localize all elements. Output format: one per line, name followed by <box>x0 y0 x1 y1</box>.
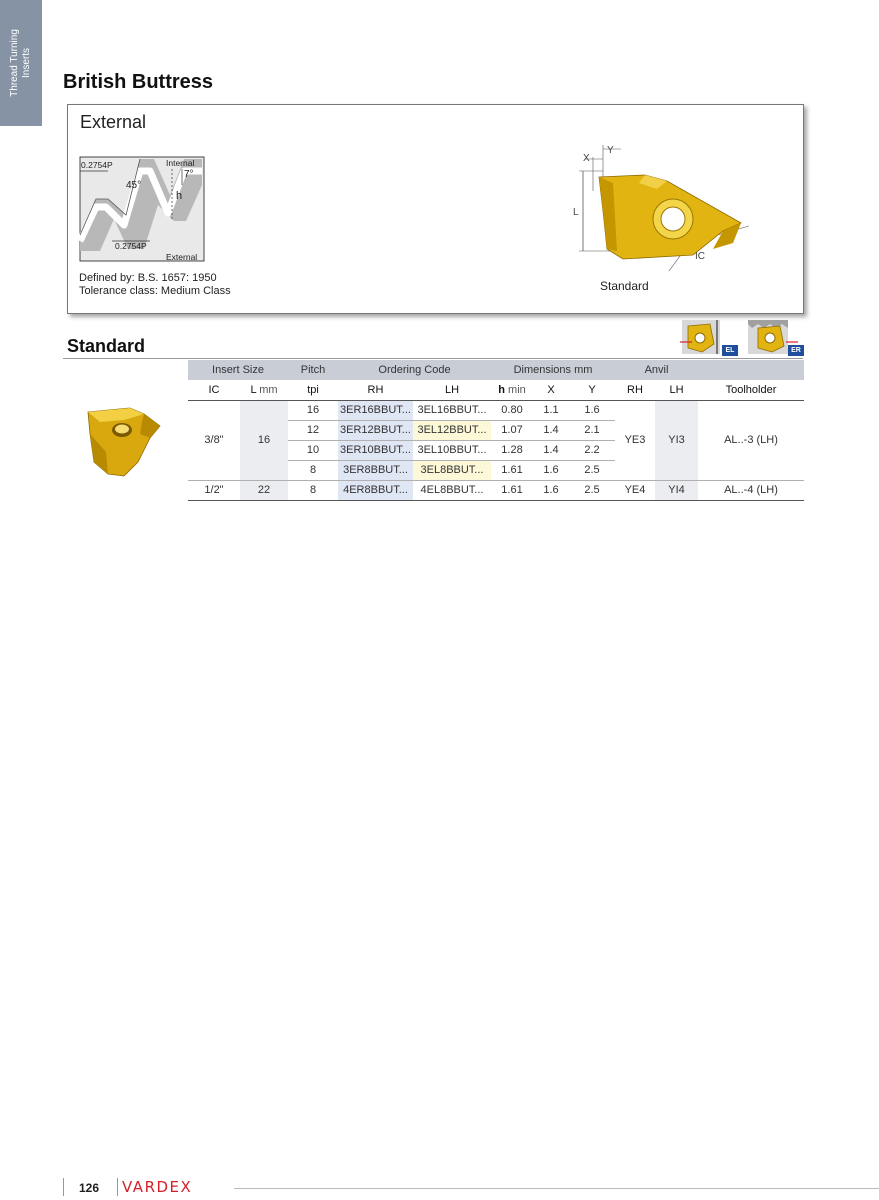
side-tab-label: Thread Turning Inserts <box>9 29 32 97</box>
cell-y: 1.6 <box>569 400 615 420</box>
col-anvil-rh: RH <box>615 380 655 400</box>
cell-y: 2.5 <box>569 480 615 500</box>
profile-angle-45-label: 45° <box>126 180 142 191</box>
table-row <box>188 400 804 420</box>
cell-rh-code: 3ER16BBUT... <box>338 400 413 420</box>
cell-x: 1.4 <box>533 440 569 460</box>
cell-h-min: 1.61 <box>491 460 533 480</box>
col-toolholder: Toolholder <box>698 380 804 400</box>
col-h-min: h min <box>491 380 533 400</box>
defined-by-text: Defined by: B.S. 1657: 1950 <box>79 272 217 284</box>
footer-divider <box>63 1178 64 1196</box>
cell-lh-code: 4EL8BBUT... <box>413 480 491 500</box>
external-panel-title: External <box>80 112 147 132</box>
col-lh: LH <box>413 380 491 400</box>
footer-divider <box>117 1178 118 1196</box>
cell-rh-code: 3ER12BBUT... <box>338 420 413 440</box>
er-holder-icon <box>746 320 804 356</box>
cell-y: 2.2 <box>569 440 615 460</box>
group-header-anvil: Anvil <box>615 360 698 380</box>
cell-x: 1.6 <box>533 480 569 500</box>
cell-lh-code: 3EL8BBUT... <box>413 460 491 480</box>
col-anvil-lh: LH <box>655 380 698 400</box>
insert-photo <box>84 404 164 480</box>
cell-tpi: 8 <box>288 460 338 480</box>
cell-y: 2.1 <box>569 420 615 440</box>
insert-ic-label: IC <box>695 251 705 262</box>
cell-h-min: 0.80 <box>491 400 533 420</box>
insert-dimension-diagram <box>573 131 763 271</box>
cell-rh-code: 3ER10BBUT... <box>338 440 413 460</box>
cell-h-min: 1.61 <box>491 480 533 500</box>
el-badge: EL <box>722 345 738 356</box>
cell-rh-code: 3ER8BBUT... <box>338 460 413 480</box>
column-header-row <box>188 380 804 400</box>
insert-y-label: Y <box>607 145 614 156</box>
profile-top-pitch-label: 0.2754P <box>81 160 113 170</box>
col-y: Y <box>569 380 615 400</box>
cell-anvil-lh: YI3 <box>655 400 698 480</box>
cell-rh-code: 4ER8BBUT... <box>338 480 413 500</box>
group-header-dimensions: Dimensions mm <box>491 360 615 380</box>
page-title: British Buttress <box>63 71 214 93</box>
cell-h-min: 1.07 <box>491 420 533 440</box>
el-holder-icon <box>680 320 738 356</box>
section-divider <box>63 358 803 359</box>
cell-h-min: 1.28 <box>491 440 533 460</box>
cell-lh-code: 3EL10BBUT... <box>413 440 491 460</box>
tolerance-text: Tolerance class: Medium Class <box>79 285 231 297</box>
cell-l: 16 <box>240 400 288 480</box>
profile-h-label: h <box>176 190 183 202</box>
external-thread-panel <box>67 104 804 314</box>
profile-external-label: External <box>166 252 198 262</box>
er-badge: ER <box>788 345 804 356</box>
section-side-tab <box>0 0 42 126</box>
standard-definition <box>79 272 231 298</box>
thread-profile-diagram <box>78 155 208 265</box>
cell-l: 22 <box>240 480 288 500</box>
brand-logo: VARDEX <box>122 1178 193 1196</box>
group-header-blank <box>698 360 804 380</box>
group-header-pitch: Pitch <box>288 360 338 380</box>
cell-tpi: 12 <box>288 420 338 440</box>
cell-tpi: 16 <box>288 400 338 420</box>
cell-ic: 3/8" <box>188 400 240 480</box>
profile-angle-7-label: 7° <box>184 169 194 180</box>
group-header-ordering-code: Ordering Code <box>338 360 491 380</box>
col-tpi: tpi <box>288 380 338 400</box>
page-number: 126 <box>79 1181 100 1195</box>
cell-toolholder: AL..-3 (LH) <box>698 400 804 480</box>
insert-type-caption: Standard <box>600 279 649 293</box>
spec-table <box>188 360 804 501</box>
cell-anvil-lh: YI4 <box>655 480 698 500</box>
cell-x: 1.1 <box>533 400 569 420</box>
cell-x: 1.6 <box>533 460 569 480</box>
cell-ic: 1/2" <box>188 480 240 500</box>
table-row <box>188 480 804 500</box>
col-ic: IC <box>188 380 240 400</box>
cell-anvil-rh: YE4 <box>615 480 655 500</box>
cell-y: 2.5 <box>569 460 615 480</box>
section-title: Standard <box>67 336 146 356</box>
col-rh: RH <box>338 380 413 400</box>
cell-toolholder: AL..-4 (LH) <box>698 480 804 500</box>
col-x: X <box>533 380 569 400</box>
profile-bottom-pitch-label: 0.2754P <box>115 241 147 251</box>
footer-rule <box>234 1188 879 1189</box>
group-header-row <box>188 360 804 380</box>
cell-tpi: 8 <box>288 480 338 500</box>
group-header-insert-size: Insert Size <box>188 360 288 380</box>
col-l: L mm <box>240 380 288 400</box>
insert-x-label: X <box>583 153 590 164</box>
cell-anvil-rh: YE3 <box>615 400 655 480</box>
cell-lh-code: 3EL12BBUT... <box>413 420 491 440</box>
cell-lh-code: 3EL16BBUT... <box>413 400 491 420</box>
cell-x: 1.4 <box>533 420 569 440</box>
insert-l-label: L <box>573 207 579 218</box>
profile-internal-label: Internal <box>166 158 195 168</box>
cell-tpi: 10 <box>288 440 338 460</box>
